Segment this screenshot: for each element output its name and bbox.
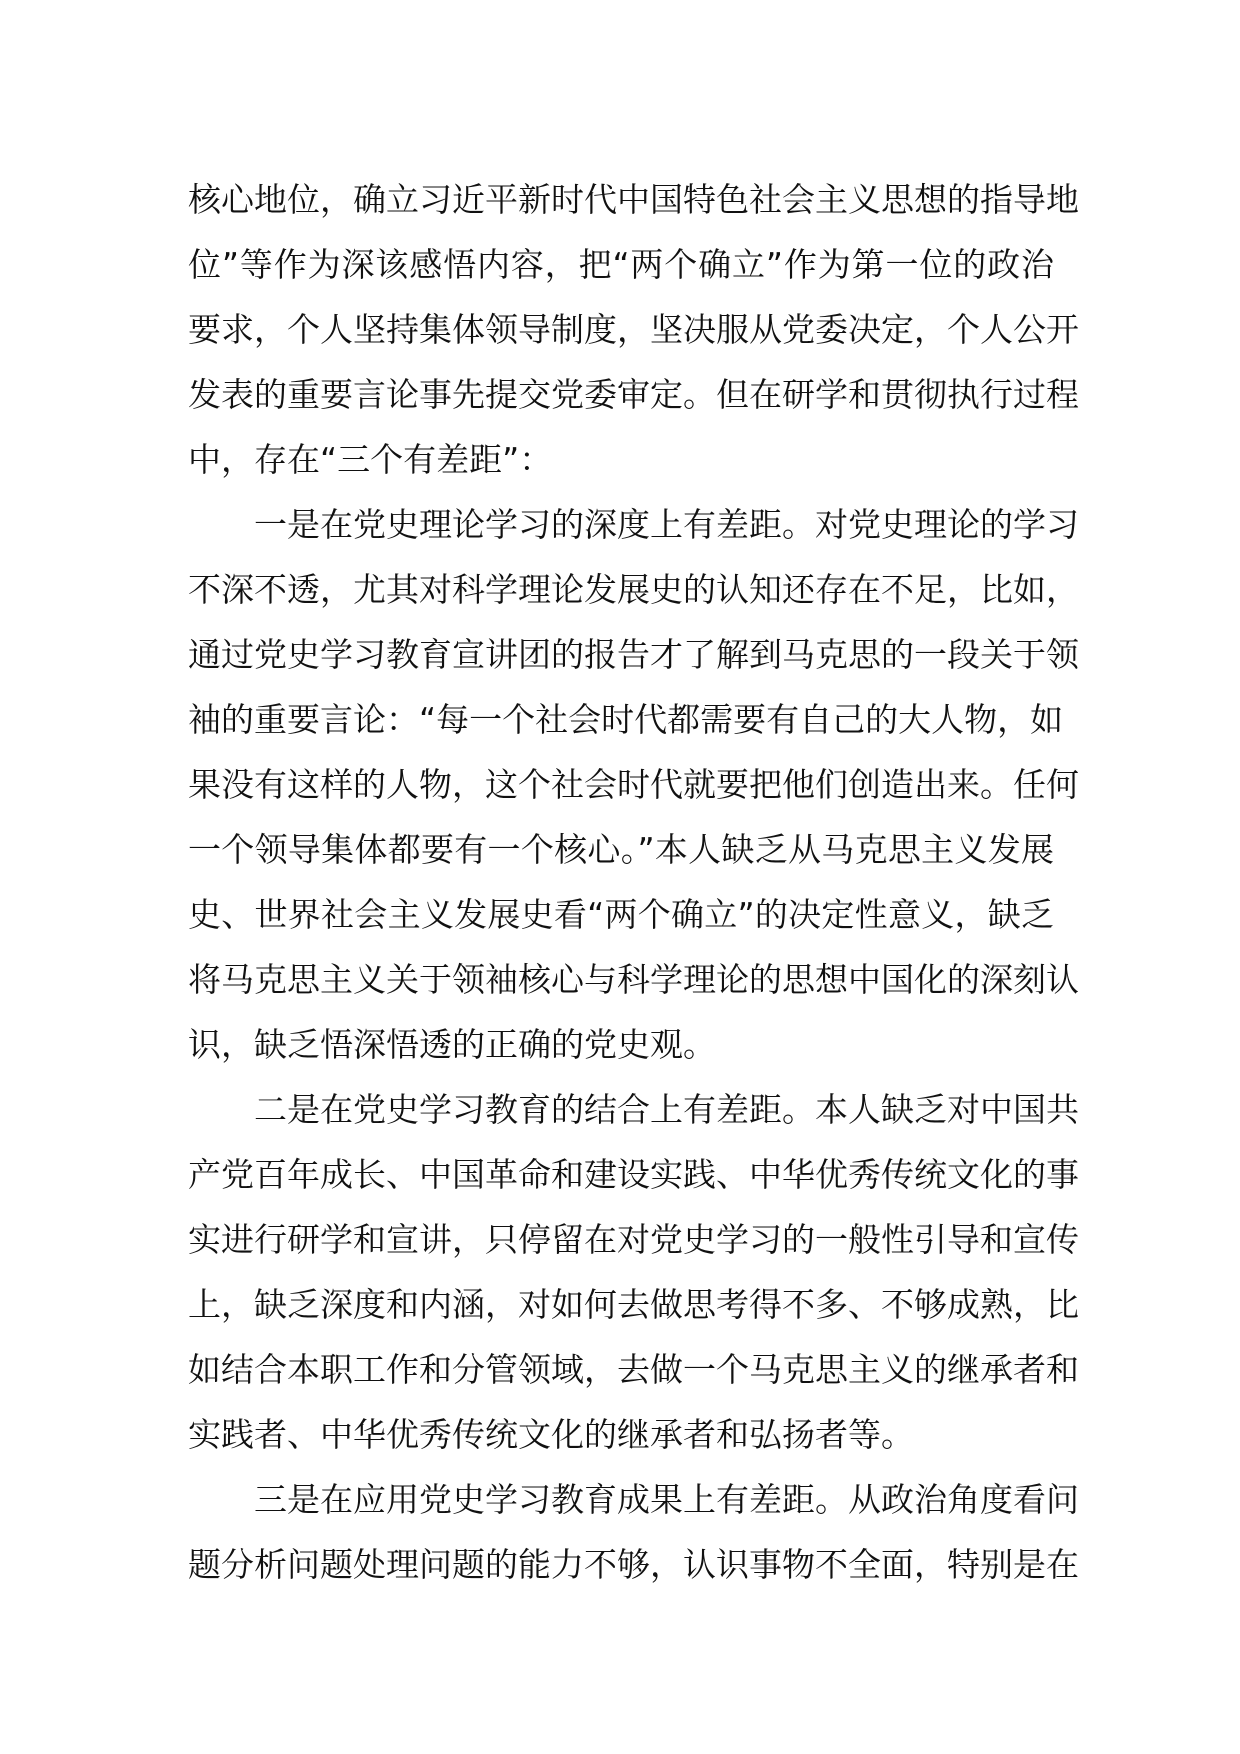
text-line: 识，缺乏悟深悟透的正确的党史观。	[188, 1025, 716, 1064]
text-line: 实践者、中华优秀传统文化的继承者和弘扬者等。	[188, 1415, 914, 1454]
text-line: 题分析问题处理问题的能力不够，认识事物不全面，特别是在	[188, 1545, 1079, 1584]
body-text	[188, 167, 1079, 1597]
text-line: 果没有这样的人物，这个社会时代就要把他们创造出来。任何	[188, 765, 1079, 804]
text-line: 将马克思主义关于领袖核心与科学理论的思想中国化的深刻认	[188, 960, 1079, 999]
paragraph-1-first-line: 一是在党史理论学习的深度上有差距。对党史理论的学习	[254, 505, 1079, 544]
text-line: 不深不透，尤其对科学理论发展史的认知还存在不足，比如，	[188, 570, 1079, 609]
text-line: 要求，个人坚持集体领导制度，坚决服从党委决定，个人公开	[188, 310, 1079, 349]
text-line: 产党百年成长、中国革命和建设实践、中华优秀传统文化的事	[188, 1155, 1079, 1194]
text-line: 核心地位，确立习近平新时代中国特色社会主义思想的指导地	[188, 180, 1079, 219]
text-line: 中，存在“三个有差距”：	[188, 440, 553, 479]
text-line: 通过党史学习教育宣讲团的报告才了解到马克思的一段关于领	[188, 635, 1079, 674]
text-line: 史、世界社会主义发展史看“两个确立”的决定性意义，缺乏	[188, 895, 1054, 934]
paragraph-3-first-line: 三是在应用党史学习教育成果上有差距。从政治角度看问	[254, 1480, 1079, 1519]
text-line: 如结合本职工作和分管领域，去做一个马克思主义的继承者和	[188, 1350, 1079, 1389]
text-line: 位”等作为深该感悟内容，把“两个确立”作为第一位的政治	[188, 245, 1054, 284]
text-line: 上，缺乏深度和内涵，对如何去做思考得不多、不够成熟，比	[188, 1285, 1079, 1324]
paragraph-2-first-line: 二是在党史学习教育的结合上有差距。本人缺乏对中国共	[254, 1090, 1079, 1129]
text-line: 袖的重要言论：“每一个社会时代都需要有自己的大人物，如	[188, 700, 1064, 739]
text-line: 实进行研学和宣讲，只停留在对党史学习的一般性引导和宣传	[188, 1220, 1079, 1259]
text-line: 发表的重要言论事先提交党委审定。但在研学和贯彻执行过程	[188, 375, 1079, 414]
text-line: 一个领导集体都要有一个核心。”本人缺乏从马克思主义发展	[188, 830, 1054, 869]
